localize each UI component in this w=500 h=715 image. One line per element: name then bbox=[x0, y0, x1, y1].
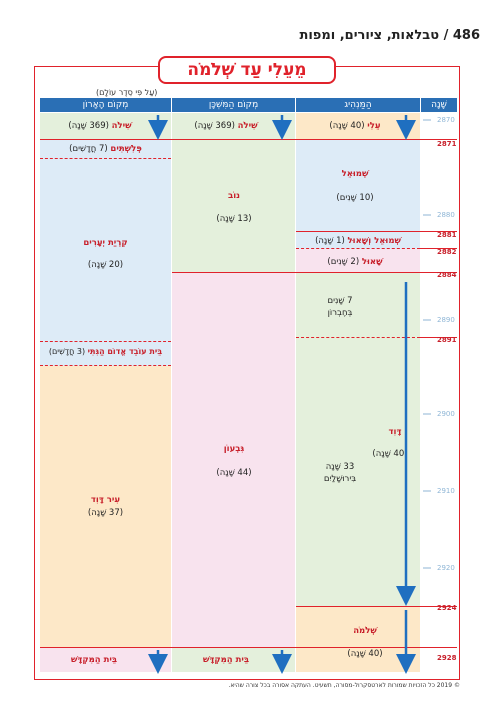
mishkan-givon-name: גִּבְעוֹן bbox=[223, 444, 245, 454]
aron-ir-david-name: עִיר דָּוִד bbox=[90, 495, 121, 505]
leader-jerusalem-line2: בִּירוּשָׁלַיִם bbox=[323, 474, 357, 484]
aron-oved-name: בֵּית עוֹבֵד אֱדוֹם הַגִּתִּי bbox=[87, 347, 163, 356]
leader-shlomo-years: (40 שָׁנָה) bbox=[347, 649, 383, 659]
aron-plishtim-name: פְּלִשְׁתִּים bbox=[110, 144, 142, 154]
year-2924: 2924 bbox=[437, 604, 457, 612]
year-2882: 2882 bbox=[437, 248, 457, 256]
year-2870: 2870 bbox=[437, 116, 455, 124]
mishkan-nov-name: נוֹב bbox=[228, 191, 240, 201]
leader-eli-years: (40 שָׁנָה) bbox=[329, 121, 365, 131]
leader-shmuel-name: שְׁמוּאֵל bbox=[341, 169, 369, 179]
year-2884: 2884 bbox=[437, 271, 457, 279]
leader-hevron-line1: 7 שָׁנִים bbox=[327, 296, 353, 306]
header-year: שָׁנָה bbox=[421, 98, 457, 112]
copyright-footer: © 2019 כל הזכויות שמורות לארטסקרול-מסורה, תשעיט. העתקה אסורה בכל צורה שהיא. bbox=[228, 682, 460, 689]
aron-plishtim-years: (7 חֳדָשִׁים) bbox=[69, 144, 108, 154]
leader-david-years: (40 שָׁנָה) bbox=[372, 449, 408, 459]
mishkan-shilo-years: (369 שָׁנָה) bbox=[194, 121, 235, 131]
leader-david-name: דָּוִד bbox=[388, 427, 402, 437]
aron-ir-david-years: (37 שָׁנָה) bbox=[87, 508, 124, 518]
leader-shaul-years: (2 שָׁנִים) bbox=[327, 257, 360, 267]
mishkan-shilo-name: שִׁילֹה bbox=[237, 121, 258, 131]
header-leader: הַמַּנְהִיג bbox=[296, 98, 420, 112]
year-2871: 2871 bbox=[437, 140, 457, 148]
year-2891: 2891 bbox=[437, 336, 457, 344]
aron-kiryat-name: קִרְיַת יְעָרִים bbox=[83, 238, 128, 248]
diagram-title: מֵעֵלִי עַד שְׁלֹמֹה bbox=[158, 56, 336, 84]
mishkan-mikdash: בֵּית הַמִּקְדָּשׁ bbox=[202, 655, 250, 665]
leader-shmuel-shaul-name: שְׁמוּאֵל וְשָׁאוּל bbox=[347, 236, 401, 246]
page-header: 486 / טבלאות, ציורים, ומפות bbox=[299, 28, 480, 43]
mishkan-nov-years: (13 שָׁנָה) bbox=[216, 214, 252, 224]
aron-shilo-name: שִׁילֹה bbox=[111, 121, 132, 131]
year-2900: 2900 bbox=[437, 410, 455, 418]
year-2881: 2881 bbox=[437, 231, 457, 239]
header-aron: מְקוֹם הָאָרוֹן bbox=[40, 98, 171, 112]
year-2890: 2890 bbox=[437, 316, 455, 324]
leader-shlomo-name: שְׁלֹמֹה bbox=[353, 626, 377, 636]
year-2910: 2910 bbox=[437, 487, 455, 495]
aron-shilo-years: (369 שָׁנָה) bbox=[68, 121, 109, 131]
header-mishkan: מְקוֹם הַמִּשְׁכָּן bbox=[172, 98, 295, 112]
source-note: (עַל פִּי סֵדֶר עוֹלָם) bbox=[96, 88, 158, 97]
year-2880: 2880 bbox=[437, 211, 455, 219]
aron-kiryat-years: (20 שָׁנָה) bbox=[87, 260, 124, 270]
aron-oved-years: (3 חֳדָשִׁים) bbox=[48, 347, 86, 356]
leader-shmuel-years: (10 שָׁנִים) bbox=[336, 193, 374, 203]
year-2928: 2928 bbox=[437, 654, 457, 662]
leader-shaul-name: שָׁאוּל bbox=[361, 257, 383, 267]
leader-shmuel-shaul-years: (1 שָׁנָה) bbox=[315, 236, 345, 246]
leader-eli-name: עֵלִי bbox=[367, 121, 381, 131]
year-2920: 2920 bbox=[437, 564, 455, 572]
mishkan-givon-years: (44 שָׁנָה) bbox=[216, 468, 252, 478]
leader-jerusalem-line1: 33 שָׁנָה bbox=[325, 462, 355, 472]
leader-hevron-line2: בְּחֶבְרוֹן bbox=[327, 308, 353, 318]
aron-mikdash: בֵּית הַמִּקְדָּשׁ bbox=[70, 655, 118, 665]
